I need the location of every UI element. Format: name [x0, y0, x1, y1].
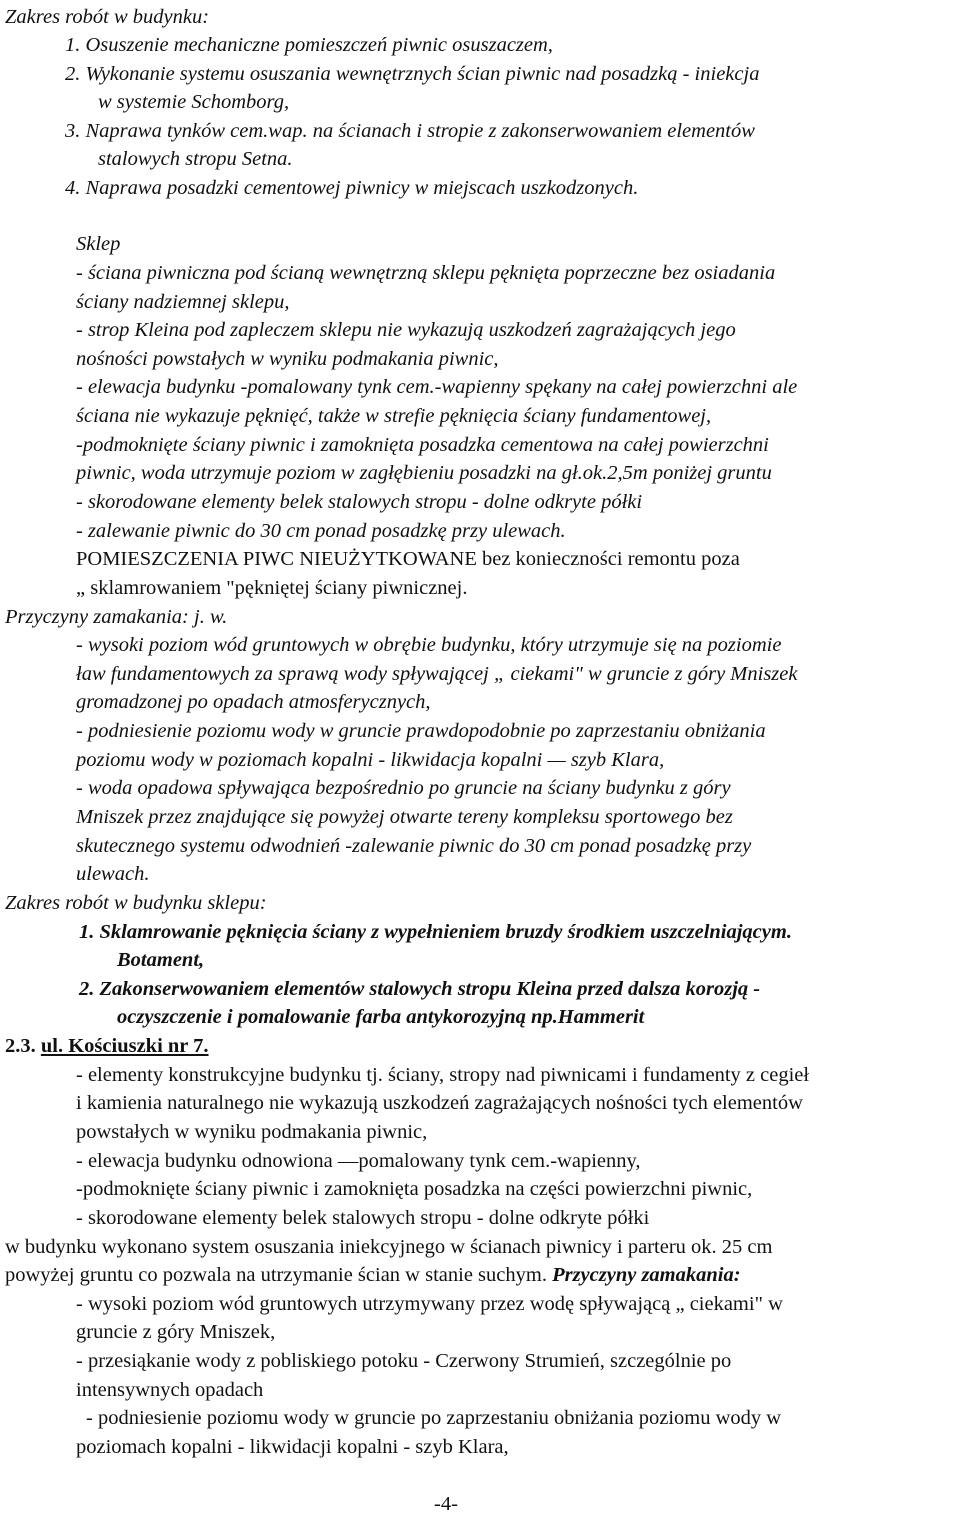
paragraph-line: powstałych w wyniku podmakania piwnic,: [76, 1121, 428, 1143]
paragraph-line: - skorodowane elementy belek stalowych stropu - dolne odkryte półki: [76, 1207, 650, 1229]
paragraph-line: w budynku wykonano system osuszania iniekcyjnego w ścianach piwnicy i parteru ok. 25 cm: [5, 1236, 773, 1258]
paragraph-line: - przesiąkanie wody z pobliskiego potoku - Czerwony Strumień, szczególnie po: [76, 1350, 732, 1372]
paragraph-line: - elewacja budynku -pomalowany tynk cem.-wapienny spękany na całej powierzchni ale: [76, 376, 798, 398]
list-item: 2. Wykonanie systemu osuszania wewnętrznych ścian piwnic nad posadzką - iniekcja: [65, 63, 760, 85]
paragraph-line: ulewach.: [76, 863, 150, 885]
paragraph-line: -podmoknięte ściany piwnic i zamoknięta posadzka na części powierzchni piwnic,: [76, 1178, 753, 1200]
list-item-continuation: stalowych stropu Setna.: [98, 148, 293, 170]
section-heading-shop-works: Zakres robót w budynku sklepu:: [5, 892, 267, 914]
list-item-continuation: oczyszczenie i pomalowanie farba antykorozyjną np.Hammerit: [117, 1006, 645, 1028]
causes-line: [5, 605, 227, 629]
list-item: 1. Osuszenie mechaniczne pomieszczeń piwnic osuszaczem,: [65, 34, 553, 56]
section-heading-address: [5, 1034, 209, 1058]
causes-heading: Przyczyny zamakania:: [5, 606, 189, 628]
causes-note: j. w.: [188, 606, 228, 628]
paragraph-line: - strop Kleina pod zapleczem sklepu nie wykazują uszkodzeń zagrażających jego: [76, 319, 736, 341]
paragraph-line: piwnic, woda utrzymuje poziom w zagłębieniu posadzki na gł.ok.2,5m poniżej gruntu: [76, 462, 772, 484]
paragraph-line: - elementy konstrukcyjne budynku tj. ściany, stropy nad piwnicami i fundamenty z cegieł: [76, 1064, 810, 1086]
causes-heading: Przyczyny zamakania:: [552, 1264, 741, 1286]
paragraph-line: - zalewanie piwnic do 30 cm ponad posadzkę przy ulewach.: [76, 520, 566, 542]
paragraph-line: ściana nie wykazuje pęknięć, także w strefie pęknięcia ściany fundamentowej,: [76, 405, 712, 427]
paragraph-line: i kamienia naturalnego nie wykazują uszkodzeń zagrażających nośności tych elementów: [76, 1092, 803, 1114]
paragraph-line: POMIESZCZENIA PIWC NIEUŻYTKOWANE bez konieczności remontu poza: [76, 548, 740, 570]
paragraph-line: Mniszek przez znajdujące się powyżej otwarte tereny kompleksu sportowego bez: [76, 806, 733, 828]
section-number: 2.3.: [5, 1035, 41, 1057]
paragraph-line: skutecznego systemu odwodnień -zalewanie piwnic do 30 cm ponad posadzkę przy: [76, 835, 752, 857]
paragraph-line: - skorodowane elementy belek stalowych stropu - dolne odkryte półki: [76, 491, 643, 513]
paragraph-line: poziomu wody w poziomach kopalni - likwidacja kopalni — szyb Klara,: [76, 749, 665, 771]
paragraph-line: poziomach kopalni - likwidacji kopalni - szyb Klara,: [76, 1436, 509, 1458]
paragraph-line: - ściana piwniczna pod ścianą wewnętrzną sklepu pęknięta poprzeczne bez osiadania: [76, 262, 776, 284]
list-item: 4. Naprawa posadzki cementowej piwnicy w miejscach uszkodzonych.: [65, 177, 639, 199]
paragraph-line: ściany nadziemnej sklepu,: [76, 291, 290, 313]
paragraph-line: - podniesienie poziomu wody w gruncie prawdopodobnie po zaprzestaniu obniżania: [76, 720, 766, 742]
paragraph-line: - wysoki poziom wód gruntowych utrzymywany przez wodę spływającą „ ciekami" w: [76, 1293, 783, 1315]
list-item-continuation: w systemie Schomborg,: [98, 91, 290, 113]
paragraph-line: - podniesienie poziomu wody w gruncie po zaprzestaniu obniżania poziomu wody w: [86, 1407, 782, 1429]
paragraph-line: „ sklamrowaniem "pękniętej ściany piwnicznej.: [76, 577, 468, 599]
list-item: 1. Sklamrowanie pęknięcia ściany z wypełnieniem bruzdy środkiem uszczelniającym.: [79, 921, 792, 943]
section-address: ul. Kościuszki nr 7.: [40, 1035, 209, 1057]
list-item: 3. Naprawa tynków cem.wap. na ścianach i stropie z zakonserwowaniem elementów: [65, 120, 755, 142]
paragraph-line: -podmoknięte ściany piwnic i zamoknięta posadzka cementowa na całej powierzchni: [76, 434, 769, 456]
paragraph-line: - woda opadowa spływająca bezpośrednio po gruncie na ściany budynku z góry: [76, 777, 731, 799]
paragraph-line: [5, 1263, 741, 1287]
paragraph-text: powyżej gruntu co pozwala na utrzymanie ścian w stanie suchym.: [5, 1264, 553, 1286]
paragraph-line: gromadzonej po opadach atmosferycznych,: [76, 691, 431, 713]
paragraph-line: nośności powstałych w wyniku podmakania piwnic,: [76, 348, 499, 370]
paragraph-line: - elewacja budynku odnowiona —pomalowany tynk cem.-wapienny,: [76, 1150, 641, 1172]
subsection-heading-shop: Sklep: [76, 233, 121, 255]
section-heading-building-works: Zakres robót w budynku:: [5, 6, 210, 28]
paragraph-line: ław fundamentowych za sprawą wody spływającej „ ciekami" w gruncie z góry Mniszek: [76, 663, 798, 685]
list-item: 2. Zakonserwowaniem elementów stalowych stropu Kleina przed dalsza korozją -: [79, 978, 761, 1000]
paragraph-line: - wysoki poziom wód gruntowych w obrębie budynku, który utrzymuje się na poziomie: [76, 634, 782, 656]
paragraph-line: intensywnych opadach: [76, 1379, 264, 1401]
page-number: -4-: [434, 1493, 458, 1515]
list-item-continuation: Botament,: [117, 949, 205, 971]
paragraph-line: gruncie z góry Mniszek,: [76, 1321, 276, 1343]
